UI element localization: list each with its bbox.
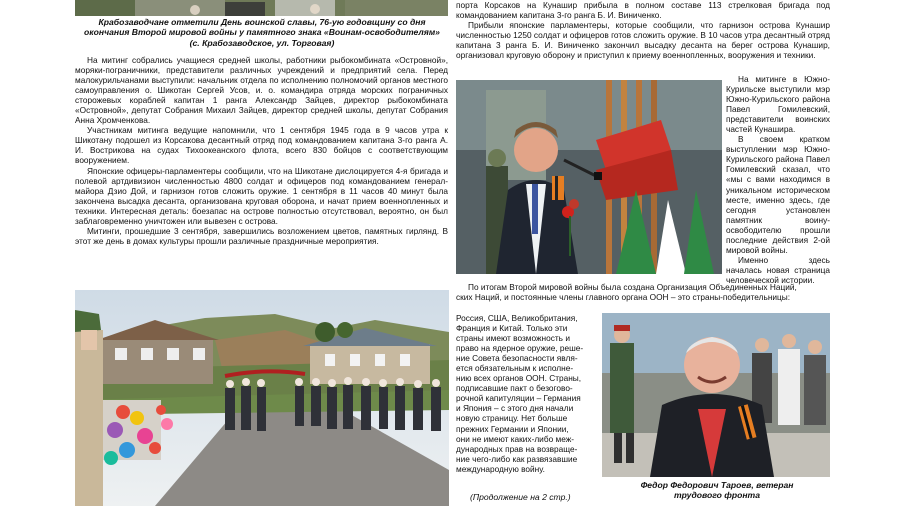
col2-narrow-line: международную войну. [456,463,545,474]
col2-side-paragraph: На митинге в Южно-Курильске выступили мэр Южно-Курильского района Павел Гомилевский, представители воинских частей Кунашира. [726,74,830,135]
veteran-photo [602,313,830,477]
col2-narrow-line: ние Совета безопасности явля- [456,353,578,364]
col2-narrow-line: дународных прав на возвраще- [456,443,578,454]
top-photo-caption: Крабозаводчане отметили День воинской славы, 76-ую годовщину со дня окончания Второй мировой войны у памятного знака «Воинам-освободителям» (с. Крабозаводское, ул. Торговая) [84,17,440,48]
col2-side-paragraph: Именно здесь началась новая страница человеческой истории. [726,254,830,285]
col2-narrow-line: нию всех органов ООН. Страны, [456,373,582,384]
col2-side-paragraph: В своем кратком выступлении мэр Южно-Курильского района Павел Гомилевский сказал, что «мы с вами находимся в уникальном историческом месте, именно здесь, где сегодня установлен памятник воину-освободителю прошли последние действия 2-ой мировой войны. [726,134,830,255]
col2-narrow-line: новую страницу. Нет больше [456,413,568,424]
col1-paragraph: Участникам митинга ведущие напомнили, что 1 сентября 1945 года в 9 часов утра к Шикотану подошел из Корсакова десантный отряд под командованием капитана 3-го ранга А. И. Вострикова на судах Тихоокеанского флота, всего 830 бойцов с соответствующим вооружением. [75,125,448,166]
col2-narrow-line: ских Наций, и постоянные члены главного органа ООН – это страны-победительницы: [456,292,791,303]
continuation-note: (Продолжение на 2 стр.) [470,492,571,502]
col2-narrow-line: прежних Германии и Японии, [456,423,569,434]
col1-paragraph: Японские офицеры-парламентеры сообщили, что на Шикотане дислоцируется 4-я бригада и полевой артдивизион численностью 4800 солдат и офицеров под командованием генерал-майора Дзио Дой, и гарнизон готов сложить оружие. 1 сентября в 11 часов 40 минут была закончена высадка десанта, организована круговая оборона, и начат прием военнопленных и техники. Интересная деталь: боезапас на острове полностью отсутствовал, вероятно, он был заблаговременно уничтожен или вывезен с острова. [75,165,448,226]
col2-narrow-line: страны имеют возможность и [456,333,570,344]
mayor-speech-photo [456,80,722,274]
col1-article-text [75,55,448,246]
top-strip-photo [75,0,448,16]
col2-top-text [456,0,830,60]
col2-paragraph: порта Корсаков на Кунашир прибыла в полном составе 113 стрелковая бригада под командованием капитана 3-го ранга Б. И. Виниченко. [456,0,830,21]
col2-paragraph: Прибыли японские парламентеры, которые сообщили, что гарнизон острова Кунашир численностью 1250 солдат и офицеров готов сложить оружие. В 10 часов утра десантный отряд капитана 3 ранга Б. И. Виниченко закончил высадку десанта на берег острова Кунашир, организовал круговую оборону и приступил к приему военнопленных, вооружения и техники. [456,20,830,61]
col2-narrow-text [456,313,598,474]
col1-paragraph: Митинги, прошедшие 3 сентября, завершились возложением цветов, памятных гирлянд. В этот же день в домах культуры прошли различные праздничные мероприятия. [75,225,448,246]
col2-narrow-line: Россия, США, Великобритания, [456,313,578,323]
col2-side-text [726,74,830,285]
col2-narrow-line: право на ядерное оружие, реше- [456,343,584,354]
col2-narrow-line: подписавшие пакт о безогово- [456,383,573,394]
col2-narrow-line: и Япония – с этого дня начали [456,403,574,414]
col2-narrow-line: рочной капитуляции – Германия [456,393,581,404]
rally-photo [75,290,449,506]
col2-narrow-line: они не имеют каких-либо меж- [456,433,575,444]
col1-paragraph: На митинг собрались учащиеся средней школы, работники рыбокомбината «Островной», моряки-пограничники, представители различных учреждений и предприятий села. Перед малокурильчанами выступили: начальник отдела по исполнению полномочий органов местного самоуправления о. Шикотан Сергей Усов, и. о. командира отряда морских пограничных сторожевых кораблей капитан 1 ранга Александр Зайцев, директор рыбокомбината «Островной», депутат Собрания Михаил Зайцев, директор средней школы, депутат Собрания Анна Хромченкова. [75,55,448,126]
col2-narrow-line: Франция и Китай. Только эти [456,323,568,334]
col2-full-paragraph: По итогам Второй мировой войны была создана Организация Объединенных Наций, [468,282,797,292]
col2-narrow-line: ется обязательным к исполне- [456,363,574,374]
veteran-photo-caption: Федор Федорович Тароев, ветеран трудового фронта [640,480,794,501]
col2-narrow-line: ние чего-либо как развязавшие [456,453,578,464]
col2-full-line [456,282,830,302]
